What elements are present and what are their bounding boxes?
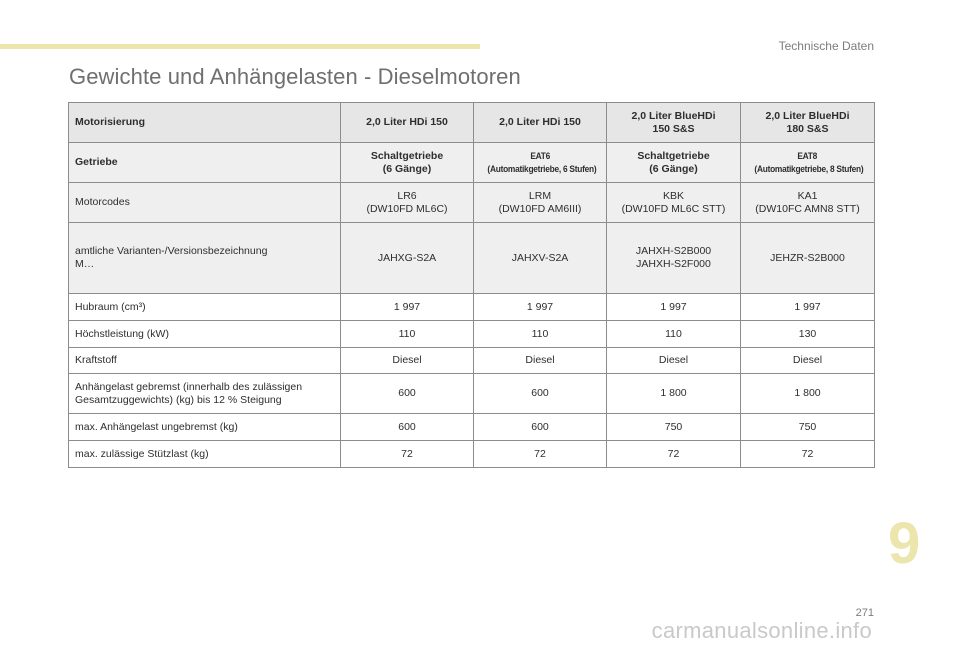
table-cell: 600 — [474, 374, 607, 414]
variants-label-line1: amtliche Varianten-/Versionsbezeichnung — [75, 245, 268, 257]
motor-code-cell-2 — [474, 183, 607, 223]
gear-cell-3-line2: (6 Gänge) — [649, 162, 698, 175]
column-header-3-line2: 150 S&S — [652, 122, 695, 135]
row-label-ungebremst: max. Anhängelast ungebremst (kg) — [69, 414, 341, 441]
column-header-4 — [741, 103, 875, 143]
variant-3-line1: JAHXH-S2B000 — [635, 245, 712, 257]
table-row — [69, 374, 875, 414]
table-cell: 750 — [607, 414, 741, 441]
column-header-motorisierung: Motorisierung — [69, 103, 341, 143]
gear-cell-2-line2: (Automatikgetriebe, 6 Stufen) — [487, 163, 597, 175]
variant-1-line1: JAHXG-S2A — [377, 251, 437, 264]
motor-code-1-line2: (DW10FD ML6C) — [366, 202, 448, 215]
table-cell: 130 — [741, 321, 875, 348]
table-cell: 600 — [341, 414, 474, 441]
row-label-anhaengelast-line2: Gesamtzuggewichts) (kg) bis 12 % Steigung — [75, 393, 282, 406]
motor-code-1-line1: LR6 — [397, 189, 417, 202]
gear-cell-3-line1: Schaltgetriebe — [637, 149, 710, 162]
table-cell: 72 — [474, 441, 607, 468]
table-cell: 1 800 — [607, 374, 741, 414]
column-header-3-line1: 2,0 Liter BlueHDi — [631, 109, 716, 122]
motor-codes-row — [69, 183, 875, 223]
table-row — [69, 294, 875, 321]
table-row — [69, 441, 875, 468]
table-row — [69, 321, 875, 348]
variant-2-line1: JAHXV-S2A — [511, 251, 569, 264]
table-cell: Diesel — [741, 348, 875, 374]
column-header-1 — [341, 103, 474, 143]
table-row — [69, 414, 875, 441]
motor-code-2-line1: LRM — [528, 189, 552, 202]
motor-code-3-line1: KBK — [662, 189, 684, 202]
table-cell: Diesel — [341, 348, 474, 374]
table-cell: 72 — [607, 441, 741, 468]
table-cell: 110 — [474, 321, 607, 348]
gear-row — [69, 143, 875, 183]
gear-cell-2-line1: EAT6 — [530, 150, 550, 162]
column-header-1-text: 2,0 Liter HDi 150 — [366, 116, 448, 128]
variant-cell-3 — [607, 223, 741, 294]
motor-code-4-line2: (DW10FC AMN8 STT) — [755, 202, 860, 215]
variant-cell-2 — [474, 223, 607, 294]
column-header-2-text: 2,0 Liter HDi 150 — [499, 116, 581, 128]
row-label-anhaengelast-line1: Anhängelast gebremst (innerhalb des zulässigen — [75, 380, 303, 393]
variants-row — [69, 223, 875, 294]
chapter-number: 9 — [888, 511, 921, 576]
gear-cell-1-line1: Schaltgetriebe — [370, 149, 444, 162]
table-cell: 1 997 — [741, 294, 875, 321]
motor-codes-label: Motorcodes — [69, 183, 341, 223]
table-cell: 1 800 — [741, 374, 875, 414]
gear-cell-2 — [474, 143, 607, 183]
table-cell: 1 997 — [607, 294, 741, 321]
row-label-hubraum: Hubraum (cm³) — [69, 294, 341, 321]
variant-cell-4 — [741, 223, 875, 294]
table-cell: 110 — [341, 321, 474, 348]
gear-cell-4-line1: EAT8 — [797, 150, 818, 162]
table-cell: 600 — [341, 374, 474, 414]
table-cell: 1 997 — [474, 294, 607, 321]
table-cell: 600 — [474, 414, 607, 441]
gear-cell-1-line2: (6 Gänge) — [382, 162, 432, 175]
page-title: Gewichte und Anhängelasten - Dieselmotoren — [69, 64, 521, 89]
gear-cell-4-line2: (Automatikgetriebe, 8 Stufen) — [754, 163, 864, 175]
variants-label-line2: M… — [75, 258, 95, 270]
motor-code-cell-1 — [341, 183, 474, 223]
motor-code-4-line1: KA1 — [797, 189, 818, 202]
motor-code-cell-4 — [741, 183, 875, 223]
motor-code-3-line2: (DW10FD ML6C STT) — [621, 202, 726, 215]
table-cell: Diesel — [607, 348, 741, 374]
variant-3-line2: JAHXH-S2F000 — [636, 258, 711, 270]
section-label: Technische Daten — [778, 39, 874, 53]
column-header-4-line1: 2,0 Liter BlueHDi — [765, 109, 850, 122]
watermark: carmanualsonline.info — [651, 618, 872, 643]
motor-code-2-line2: (DW10FD AM6III) — [498, 202, 582, 215]
table-row — [69, 348, 875, 374]
gear-cell-1 — [341, 143, 474, 183]
table-cell: 1 997 — [341, 294, 474, 321]
gear-row-label: Getriebe — [69, 143, 341, 183]
weights-table — [68, 102, 875, 468]
table-cell: 750 — [741, 414, 875, 441]
gear-cell-3 — [607, 143, 741, 183]
column-header-4-line2: 180 S&S — [786, 122, 829, 135]
gear-cell-4 — [741, 143, 875, 183]
row-label-stuetzlast: max. zulässige Stützlast (kg) — [69, 441, 341, 468]
table-cell: 72 — [341, 441, 474, 468]
row-label-anhaengelast-gebremst — [69, 374, 341, 414]
column-header-3 — [607, 103, 741, 143]
column-header-2 — [474, 103, 607, 143]
row-label-kraftstoff: Kraftstoff — [69, 348, 341, 374]
row-label-hoechstleistung: Höchstleistung (kW) — [69, 321, 341, 348]
motor-code-cell-3 — [607, 183, 741, 223]
table-cell: 110 — [607, 321, 741, 348]
variant-4-line1: JEHZR-S2B000 — [770, 251, 845, 264]
variant-cell-1 — [341, 223, 474, 294]
header-accent-bar — [0, 44, 480, 49]
table-cell: Diesel — [474, 348, 607, 374]
table-header-row — [69, 103, 875, 143]
variants-label — [69, 223, 341, 294]
table-cell: 72 — [741, 441, 875, 468]
page-number: 271 — [855, 607, 874, 619]
